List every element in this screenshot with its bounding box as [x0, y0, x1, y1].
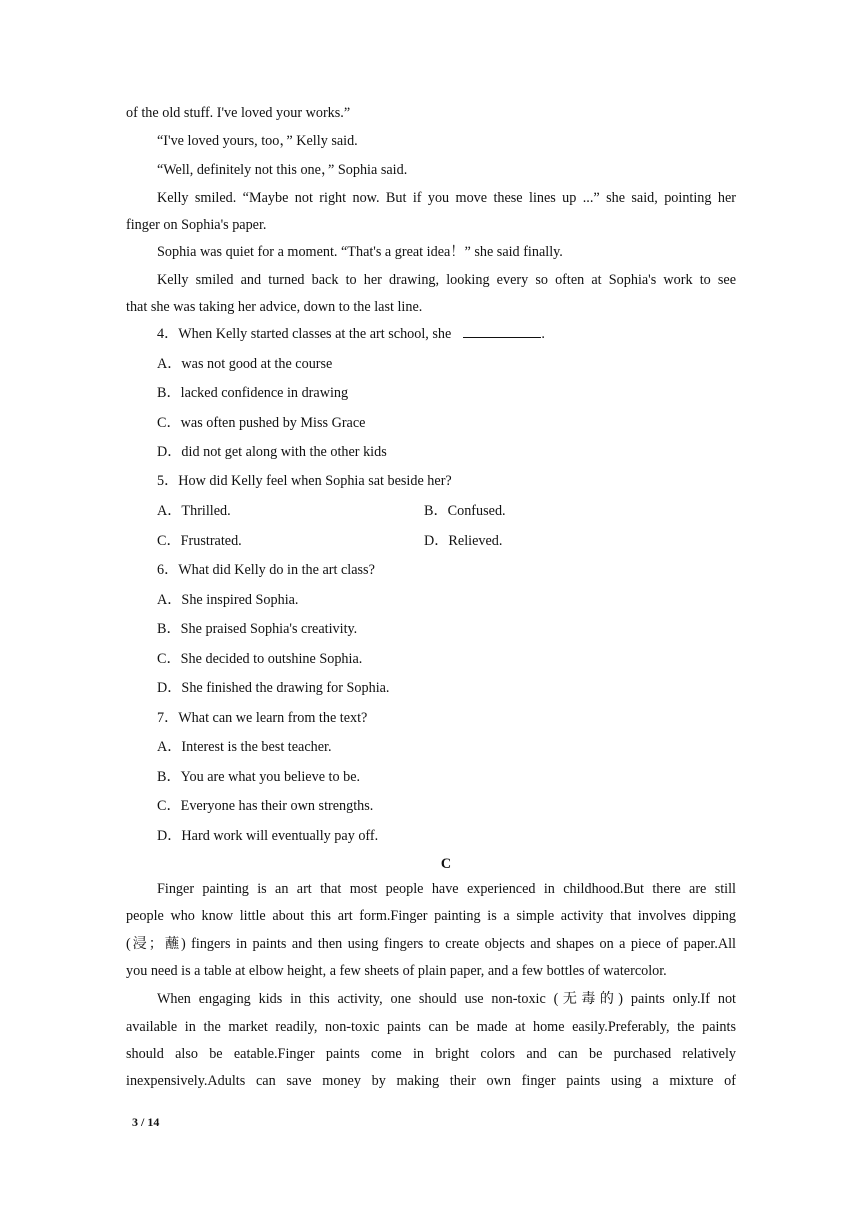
question-4-stem [157, 324, 736, 344]
option-d: D．She finished the drawing for Sophia. [157, 680, 390, 696]
story-line: Kelly smiled. “Maybe not right now. But if you move these lines up ...” she said, pointing her [157, 190, 736, 206]
story-line: “Well, definitely not this one，” Sophia said. [157, 162, 408, 178]
option-b: B．You are what you believe to be. [157, 769, 361, 785]
option-d: D．Hard work will eventually pay off. [157, 828, 379, 844]
option-a: A．was not good at the course [157, 356, 333, 372]
option-a: A．She inspired Sophia. [157, 592, 299, 608]
story-line: Kelly smiled and turned back to her drawing, looking every so often at Sophia's work to see [157, 272, 736, 288]
story-line: of the old stuff. I've loved your works.” [126, 105, 351, 121]
paragraph-line: inexpensively.Adults can save money by making their own finger paints using a mixture of [126, 1073, 736, 1089]
answer-blank [463, 325, 541, 338]
paragraph-line: Finger painting is an art that most people have experienced in childhood.But there are still [157, 881, 736, 897]
story-line: “I've loved yours, too，” Kelly said. [157, 133, 358, 149]
question-text: 4．When Kelly started classes at the art school, she [157, 326, 452, 342]
option-c: C．Everyone has their own strengths. [157, 798, 374, 814]
paragraph-line: (浸；蘸) fingers in paints and then using fingers to create objects and shapes on a piece of paper.All [126, 936, 736, 952]
paragraph-line: available in the market readily, non-toxic paints can be made at home easily.Preferably, the paints [126, 1019, 736, 1035]
option-b: B．lacked confidence in drawing [157, 385, 349, 401]
option-d: D．did not get along with the other kids [157, 444, 387, 460]
story-line: finger on Sophia's paper. [126, 217, 267, 233]
option-b: B．She praised Sophia's creativity. [157, 621, 358, 637]
option-c: C．She decided to outshine Sophia. [157, 651, 363, 667]
option-c: C．was often pushed by Miss Grace [157, 415, 366, 431]
option-c: C．Frustrated. [157, 533, 242, 549]
option-d: D．Relieved. [424, 533, 503, 549]
question-end: . [541, 326, 545, 342]
paragraph-line: you need is a table at elbow height, a few sheets of plain paper, and a few bottles of watercolor. [126, 963, 667, 979]
option-b: B．Confused. [424, 503, 506, 519]
paragraph-line: people who know little about this art form.Finger painting is a simple activity that involves dipping [126, 908, 736, 924]
page-number: 3 / 14 [132, 1115, 160, 1129]
paragraph-line: should also be eatable.Finger paints come in bright colors and can be purchased relatively [126, 1046, 736, 1062]
question-7-stem: 7．What can we learn from the text? [157, 710, 368, 726]
question-5-stem: 5．How did Kelly feel when Sophia sat beside her? [157, 473, 452, 489]
story-line: Sophia was quiet for a moment. “That's a great idea！” she said finally. [157, 244, 563, 260]
story-line: that she was taking her advice, down to the last line. [126, 299, 423, 315]
option-a: A．Thrilled. [157, 503, 231, 519]
paragraph-line: When engaging kids in this activity, one should use non-toxic (无毒的) paints only.If not [157, 991, 736, 1007]
section-heading: C [440, 856, 452, 872]
question-6-stem: 6．What did Kelly do in the art class? [157, 562, 375, 578]
option-a: A．Interest is the best teacher. [157, 739, 332, 755]
